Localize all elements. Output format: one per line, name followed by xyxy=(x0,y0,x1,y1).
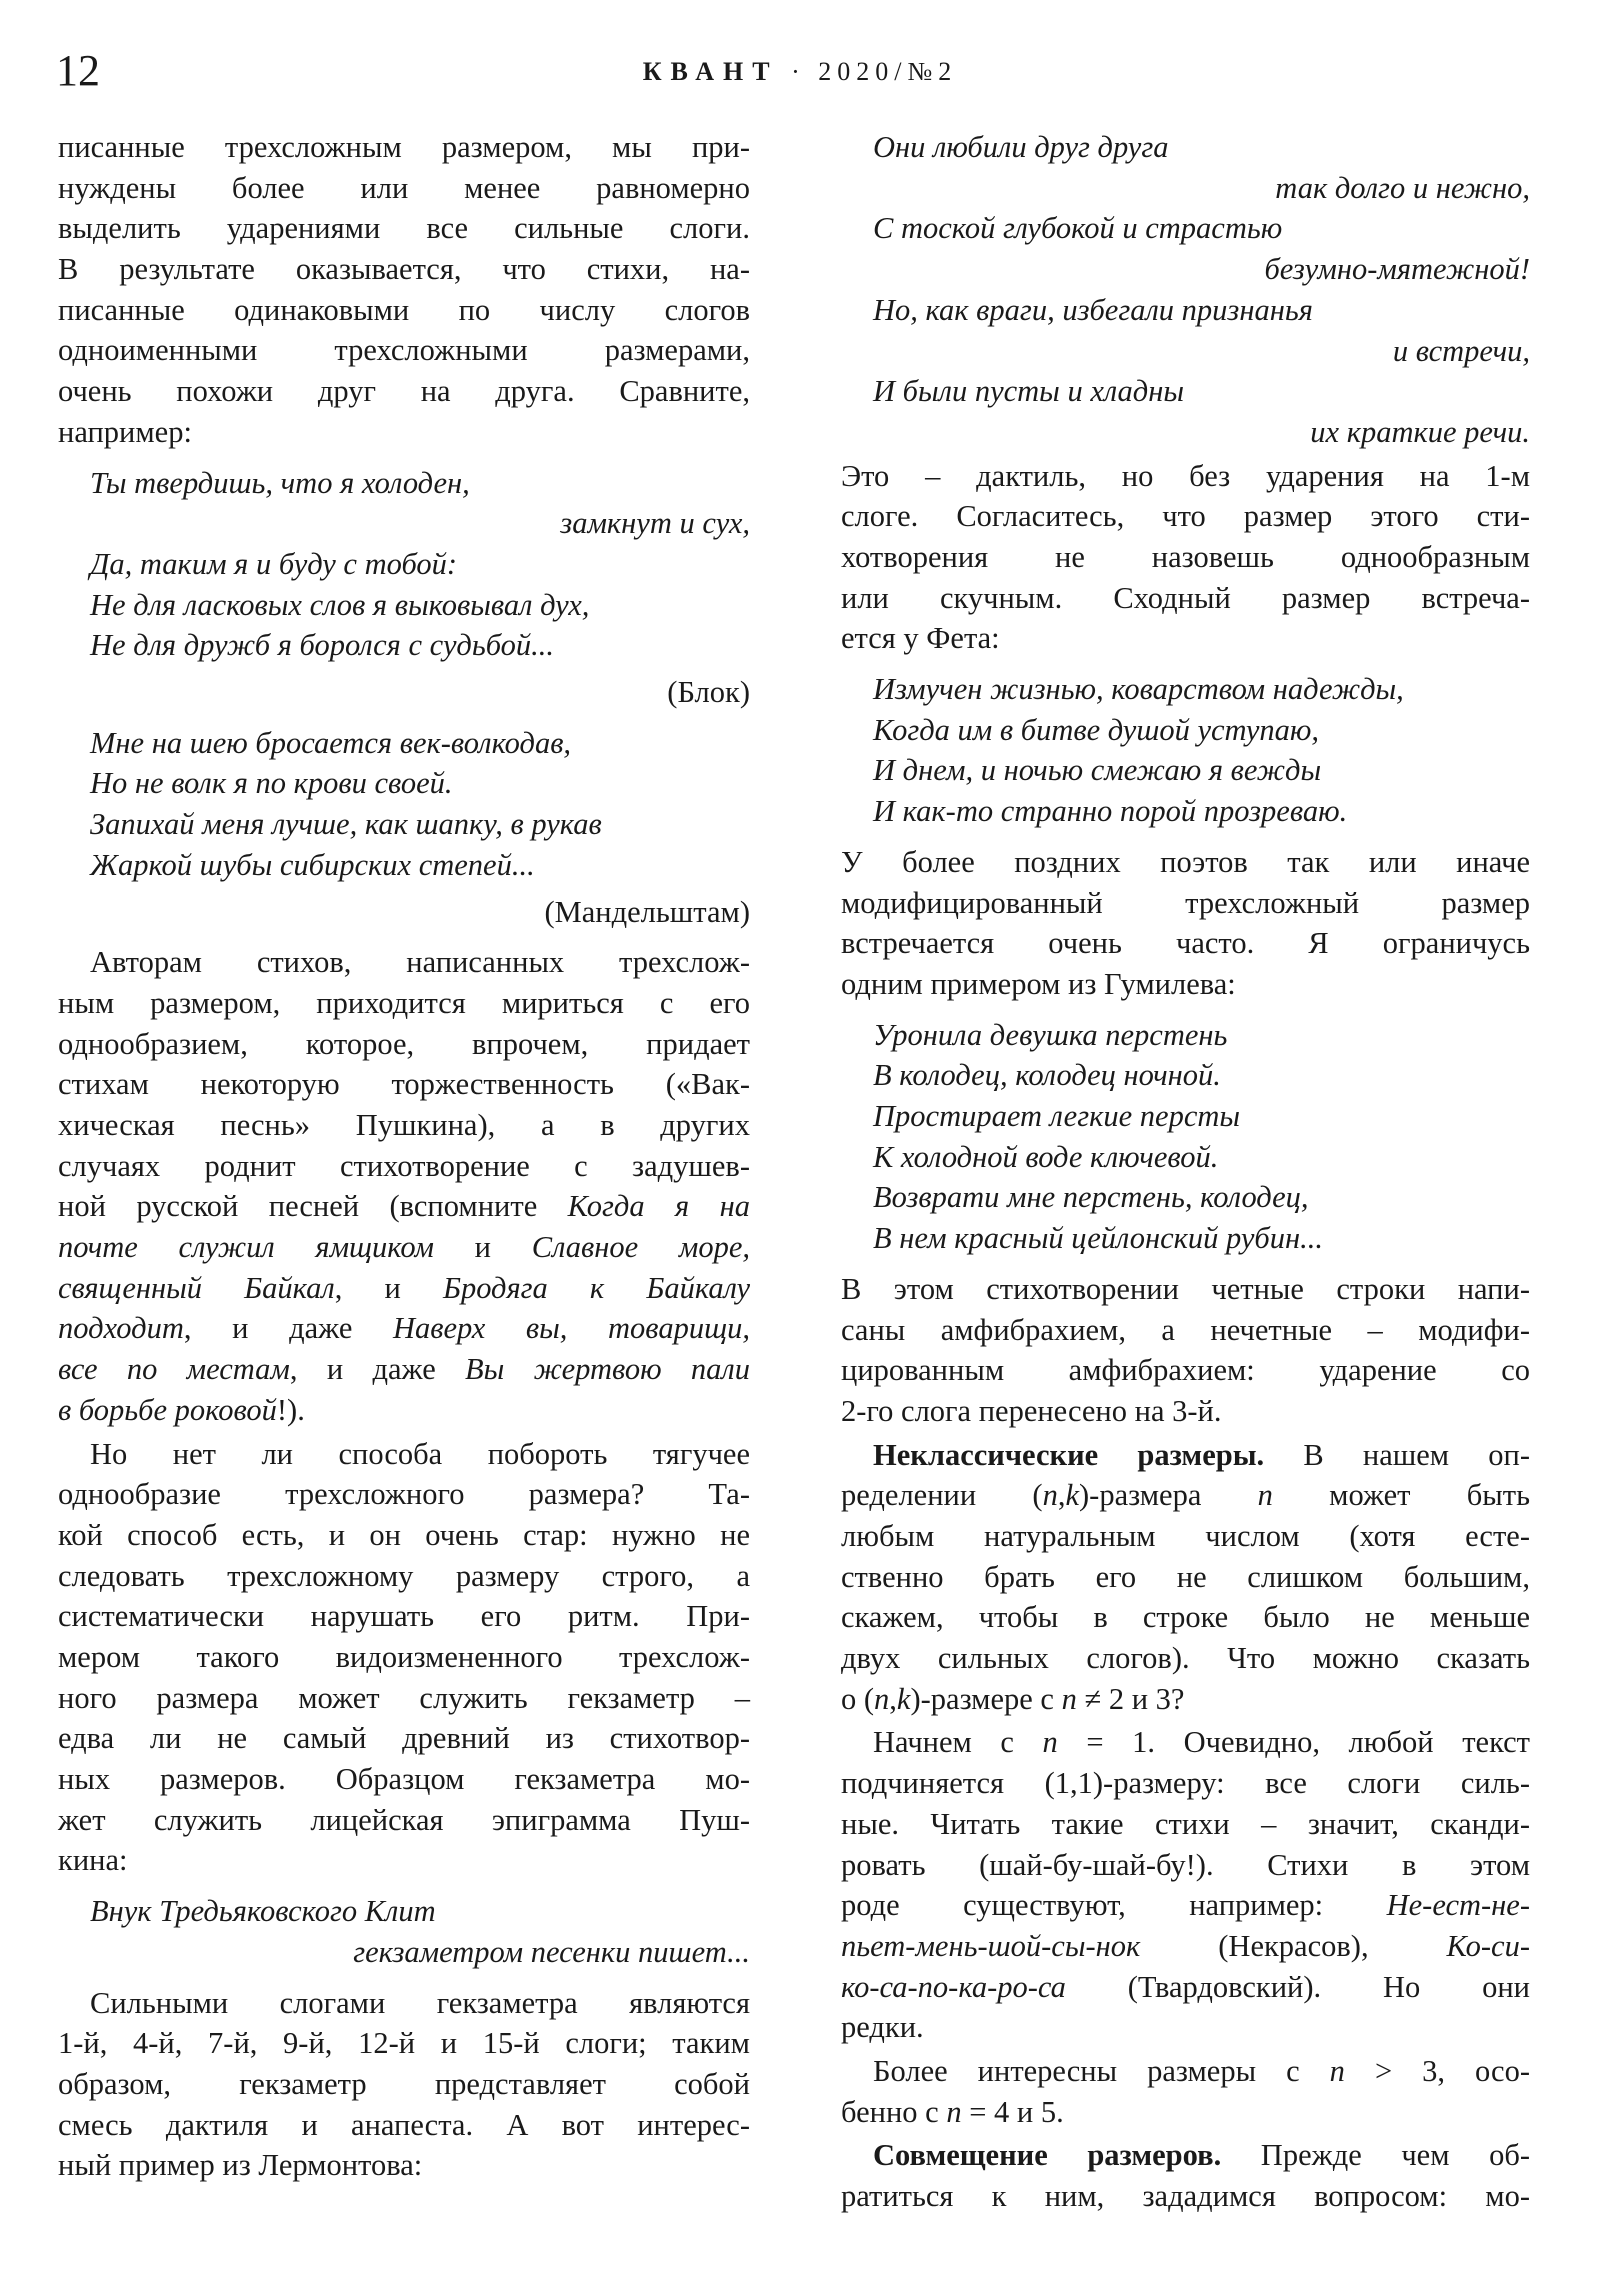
text-segment: жет служить лицейская эпиграмма Пуш- xyxy=(58,1802,750,1837)
text-segment: Сильными слогами гекзаметра являются xyxy=(90,1985,750,2020)
italic-text: n xyxy=(874,1681,890,1716)
italic-text: Ко-си- xyxy=(1446,1928,1530,1963)
verse-line: Не для ласковых слов я выковывал дух, xyxy=(90,587,590,622)
text-segment: , и xyxy=(334,1270,443,1305)
text-segment: ным размером, приходится мириться с его xyxy=(58,985,750,1020)
text-segment: ных размеров. Образцом гекзаметра мо- xyxy=(58,1762,750,1797)
verse-line: Возврати мне перстень, колодец, xyxy=(873,1180,1309,1215)
text-line xyxy=(841,964,1530,1005)
verse-line: Не для дружб я боролся с судьбой... xyxy=(90,628,555,663)
text-segment: однообразие трехсложного размера? Та- xyxy=(58,1477,750,1512)
text-line xyxy=(58,168,750,209)
text-segment: )-размере с xyxy=(910,1681,1062,1716)
text-segment: В этом стихотворении четные строки напи- xyxy=(841,1271,1530,1306)
text-line xyxy=(841,456,1530,497)
text-segment: ственно брать его не слишком большим, xyxy=(841,1559,1530,1594)
verse-line: В нем красный цейлонский рубин... xyxy=(873,1221,1323,1256)
text-segment: встречается очень часто. Я ограничусь xyxy=(841,926,1530,961)
text-line xyxy=(58,1759,750,1800)
text-line xyxy=(841,1763,1530,1804)
text-segment: подчиняется (1,1)-размеру: все слоги силь- xyxy=(841,1766,1530,1801)
text-line xyxy=(58,1596,750,1637)
paragraph xyxy=(841,456,1530,659)
text-line xyxy=(841,2176,1530,2217)
text-line xyxy=(841,883,1530,924)
verse-line: безумно-мятежной! xyxy=(1264,252,1530,287)
text-segment: одним примером из Гумилева: xyxy=(841,966,1236,1001)
text-segment: ровать (шай-бу-шай-бу!). Стихи в этом xyxy=(841,1847,1530,1882)
right-column xyxy=(841,127,1530,2217)
text-line xyxy=(58,1678,750,1719)
text-line xyxy=(58,290,750,331)
text-line xyxy=(58,2105,750,2146)
text-line xyxy=(841,2135,1530,2176)
verse-line: Но не волк я по крови своей. xyxy=(90,766,453,801)
text-segment: ределении ( xyxy=(841,1478,1043,1513)
italic-text: Когда я на xyxy=(567,1189,750,1224)
bold-heading: Неклассические размеры. xyxy=(873,1437,1265,1472)
verse-line: К холодной воде ключевой. xyxy=(873,1139,1219,1174)
text-segment: выделить ударениями все сильные слоги. xyxy=(58,211,750,246)
text-line xyxy=(841,578,1530,619)
text-line xyxy=(58,1983,750,2024)
paragraph xyxy=(841,842,1530,1005)
text-segment: бенно с xyxy=(841,2094,947,2129)
text-segment: ный пример из Лермонтова: xyxy=(58,2148,423,2183)
text-line xyxy=(841,2051,1530,2092)
text-line xyxy=(58,1556,750,1597)
text-segment: ≠ 2 и 3? xyxy=(1076,1681,1185,1716)
text-segment: = 1. Очевидно, любой текст xyxy=(1057,1725,1530,1760)
italic-text: n xyxy=(1257,1478,1273,1513)
italic-text: n xyxy=(1042,1478,1058,1513)
italic-text: все по местам xyxy=(58,1352,290,1387)
verse-line: Измучен жизнью, коварством надежды, xyxy=(873,672,1404,707)
paragraph xyxy=(58,1434,750,1882)
text-line xyxy=(58,1268,750,1309)
text-segment: стихам некоторую торжественность («Вак- xyxy=(58,1067,750,1102)
text-line xyxy=(58,208,750,249)
paragraph xyxy=(841,1269,1530,1432)
text-line xyxy=(58,1474,750,1515)
text-line xyxy=(841,1926,1530,1967)
text-segment: очень похожи друг на друга. Сравните, xyxy=(58,374,750,409)
text-line xyxy=(841,1435,1530,1476)
text-line xyxy=(58,249,750,290)
text-segment: = 4 и 5. xyxy=(961,2094,1064,2129)
italic-text: Бродяга к Байкалу xyxy=(442,1270,751,1305)
italic-text: Славное море, xyxy=(531,1230,750,1265)
text-segment: едва ли не самый древний из стихотвор- xyxy=(58,1721,750,1756)
text-line xyxy=(58,1064,750,1105)
text-segment: или скучным. Сходный размер встреча- xyxy=(841,580,1530,615)
italic-text: n xyxy=(946,2094,962,2129)
verse-line: И днем, и ночью смежаю я вежды xyxy=(873,753,1322,788)
text-line xyxy=(58,1840,750,1881)
italic-text: n xyxy=(1061,1681,1077,1716)
text-segment: > 3, осо- xyxy=(1344,2053,1531,2088)
paragraph xyxy=(841,1435,1530,1720)
verse-line: так долго и нежно, xyxy=(1275,170,1530,205)
text-line xyxy=(841,618,1530,659)
text-line xyxy=(841,923,1530,964)
text-line xyxy=(58,1718,750,1759)
text-segment: Авторам стихов, написанных трехслож- xyxy=(90,945,750,980)
text-line xyxy=(58,1227,750,1268)
text-line xyxy=(841,1722,1530,1763)
italic-text: n xyxy=(1329,2053,1345,2088)
text-segment: слоге. Согласитесь, что размер этого сти- xyxy=(841,499,1530,534)
text-line xyxy=(841,1804,1530,1845)
text-segment: ного размера может служить гекзаметр – xyxy=(58,1680,750,1715)
text-segment: 1-й, 4-й, 7-й, 9-й, 12-й и 15-й слоги; таким xyxy=(58,2026,750,2061)
italic-text: пьет-мень-шой-сы-нок xyxy=(841,1928,1141,1963)
paragraph xyxy=(841,1722,1530,2048)
text-segment: 2-го слога перенесено на 3-й. xyxy=(841,1393,1222,1428)
page-number: 12 xyxy=(56,46,100,95)
italic-text: Не-ест-не- xyxy=(1386,1888,1530,1923)
text-line xyxy=(841,537,1530,578)
text-segment: писанные трехсложным размером, мы при- xyxy=(58,130,750,164)
text-segment: ной русской песней (вспомните xyxy=(58,1189,568,1224)
verse-line: замкнут и сух, xyxy=(560,506,750,541)
paragraph xyxy=(58,942,750,1430)
text-segment: В нашем оп- xyxy=(1264,1437,1530,1472)
poem xyxy=(58,1891,750,1972)
text-line xyxy=(58,1800,750,1841)
text-line xyxy=(58,412,750,453)
verse-line: Запихай меня лучше, как шапку, в рукав xyxy=(90,807,602,842)
text-line xyxy=(58,2145,750,2186)
verse-line: и встречи, xyxy=(1392,333,1530,368)
text-line xyxy=(841,1475,1530,1516)
text-segment: Прежде чем об- xyxy=(1221,2138,1531,2173)
verse-line: В колодец, колодец ночной. xyxy=(873,1058,1221,1093)
text-segment: систематически нарушать его ритм. При- xyxy=(58,1599,750,1634)
text-segment: любым натуральным числом (хотя есте- xyxy=(841,1519,1530,1554)
text-segment: ные. Читать такие стихи – значит, сканди- xyxy=(841,1806,1530,1841)
text-line xyxy=(841,1885,1530,1926)
text-line xyxy=(841,1638,1530,1679)
text-line xyxy=(58,1146,750,1187)
text-line xyxy=(58,1024,750,1065)
text-segment: ратиться к ним, зададимся вопросом: мо- xyxy=(841,2179,1530,2214)
text-line xyxy=(841,496,1530,537)
text-line xyxy=(58,942,750,983)
text-segment: Но нет ли способа побороть тягучее xyxy=(90,1436,750,1471)
text-segment: о ( xyxy=(841,1681,875,1716)
text-line xyxy=(841,1391,1530,1432)
text-segment: редки. xyxy=(841,2010,924,2045)
paragraph xyxy=(58,127,750,453)
text-line xyxy=(841,1516,1530,1557)
text-segment: Более интересны размеры с xyxy=(873,2053,1330,2088)
text-segment: скажем, чтобы в строке было не меньше xyxy=(841,1600,1530,1635)
text-line xyxy=(58,1186,750,1227)
text-line xyxy=(58,371,750,412)
verse-line: Они любили друг друга xyxy=(873,130,1169,164)
text-segment: образом, гекзаметр представляет собой xyxy=(58,2066,750,2101)
italic-text: k xyxy=(1065,1478,1080,1513)
text-segment: хическая песнь» Пушкина), а в других xyxy=(58,1108,750,1142)
italic-text: k xyxy=(896,1681,911,1716)
text-segment: модифицированный трехсложный размер xyxy=(841,885,1530,920)
paragraph xyxy=(841,2135,1530,2216)
text-segment: смесь дактиля и анапеста. А вот интерес- xyxy=(58,2107,750,2142)
header-separator: · xyxy=(791,57,806,86)
left-column xyxy=(58,127,750,2186)
verse-line: Жаркой шубы сибирских степей... xyxy=(90,847,535,882)
verse-line: Уронила девушка перстень xyxy=(873,1017,1228,1052)
poem-attribution: (Мандельштам) xyxy=(544,894,750,929)
text-segment: и xyxy=(433,1230,532,1265)
italic-text: в борьбе роковой xyxy=(58,1392,277,1427)
paragraph xyxy=(841,2051,1530,2132)
journal-title: КВАНТ xyxy=(642,57,779,86)
verse-line: И были пусты и хладны xyxy=(873,374,1185,409)
verse-line: С тоской глубокой и страстью xyxy=(873,211,1283,246)
poem xyxy=(841,669,1530,832)
poem xyxy=(841,127,1530,453)
text-segment: (Твардовский). Но они xyxy=(1065,1969,1530,2004)
bold-heading: Совмещение размеров. xyxy=(873,2138,1222,2173)
text-segment: , xyxy=(1057,1478,1066,1513)
text-segment: однообразием, которое, впрочем, придает xyxy=(58,1026,750,1061)
verse-line: Мне на шею бросается век-волкодав, xyxy=(90,725,572,760)
verse-line: их краткие речи. xyxy=(1310,414,1530,449)
verse-line: Да, таким я и буду с тобой: xyxy=(90,546,458,581)
text-segment: )-размера xyxy=(1079,1478,1258,1513)
text-line xyxy=(58,1105,750,1146)
text-segment: Начнем с xyxy=(873,1725,1043,1760)
text-line xyxy=(58,1390,750,1431)
text-segment: одноименными трехсложными размерами, xyxy=(58,333,750,368)
text-segment: нуждены более или менее равномерно xyxy=(58,170,750,205)
text-segment: кой способ есть, и он очень стар: нужно не xyxy=(58,1517,750,1552)
text-line xyxy=(841,1310,1530,1351)
text-segment: , xyxy=(889,1681,897,1716)
poem xyxy=(58,463,750,667)
text-line xyxy=(58,1434,750,1475)
italic-text: ко-са-по-ка-ро-са xyxy=(841,1969,1066,2004)
text-segment: случаях роднит стихотворение с задушев- xyxy=(58,1148,750,1183)
verse-line: И как-то странно порой прозреваю. xyxy=(873,794,1348,829)
text-line xyxy=(841,2007,1530,2048)
italic-text: Наверх вы, товарищи, xyxy=(393,1311,750,1346)
verse-line: Простирает легкие персты xyxy=(873,1099,1241,1134)
paragraph xyxy=(58,1983,750,2186)
text-segment: писанные одинаковыми по числу слогов xyxy=(58,292,750,327)
text-line xyxy=(841,1269,1530,1310)
text-segment: У более поздних поэтов так или иначе xyxy=(841,844,1530,879)
text-line xyxy=(58,983,750,1024)
verse-line: гекзаметром песенки пишет... xyxy=(353,1934,750,1969)
poem-attribution: (Блок) xyxy=(667,675,750,710)
text-line xyxy=(841,1845,1530,1886)
text-line xyxy=(58,2064,750,2105)
verse-line: Внук Тредьяковского Клит xyxy=(90,1894,436,1929)
text-line xyxy=(58,330,750,371)
text-segment: роде существуют, например: xyxy=(841,1888,1387,1923)
italic-text: Вы жертвою пали xyxy=(465,1352,750,1387)
text-line xyxy=(841,842,1530,883)
italic-text: n xyxy=(1042,1725,1058,1760)
text-segment: может быть xyxy=(1272,1478,1531,1513)
italic-text: почте служил ямщиком xyxy=(58,1230,434,1265)
text-segment: двух сильных слогов). Что можно сказать xyxy=(841,1641,1530,1676)
text-segment: следовать трехсложному размеру строго, а xyxy=(58,1558,750,1593)
text-line xyxy=(58,127,750,168)
text-segment: например: xyxy=(58,414,192,449)
text-line xyxy=(841,1967,1530,2008)
text-segment: В результате оказывается, что стихи, на- xyxy=(58,252,750,287)
verse-line: Когда им в битве душой уступаю, xyxy=(873,712,1319,747)
text-segment: (Некрасов), xyxy=(1140,1928,1447,1963)
text-segment: Это – дактиль, но без ударения на 1-м xyxy=(841,458,1530,493)
text-line xyxy=(58,1349,750,1390)
poem xyxy=(841,1015,1530,1259)
text-segment: хотворения не назовешь однообразным xyxy=(841,540,1530,574)
italic-text: священный Байкал xyxy=(58,1270,335,1305)
poem xyxy=(58,723,750,886)
text-segment: мером такого видоизмененного трехслож- xyxy=(58,1639,750,1674)
issue-number: 2020/№2 xyxy=(818,57,958,86)
text-segment: !). xyxy=(276,1392,305,1427)
text-segment: саны амфибрахием, а нечетные – модифи- xyxy=(841,1312,1530,1347)
text-segment: , и даже xyxy=(289,1352,466,1387)
text-line xyxy=(841,1350,1530,1391)
text-line xyxy=(58,1515,750,1556)
verse-line: Но, как враги, избегали признанья xyxy=(873,292,1313,327)
text-line xyxy=(841,1557,1530,1598)
text-line xyxy=(841,1679,1530,1720)
verse-line: Ты твердишь, что я холоден, xyxy=(90,465,470,500)
text-line xyxy=(58,1308,750,1349)
text-line xyxy=(58,2023,750,2064)
text-segment: , и даже xyxy=(183,1311,393,1346)
italic-text: подходит xyxy=(58,1311,184,1346)
text-line xyxy=(841,2092,1530,2133)
text-line xyxy=(58,1637,750,1678)
text-segment: ется у Фета: xyxy=(841,621,1000,656)
text-segment: цированным амфибрахием: ударение со xyxy=(841,1353,1530,1388)
text-line xyxy=(841,1597,1530,1638)
running-header xyxy=(0,52,1600,92)
text-segment: кина: xyxy=(58,1843,128,1878)
